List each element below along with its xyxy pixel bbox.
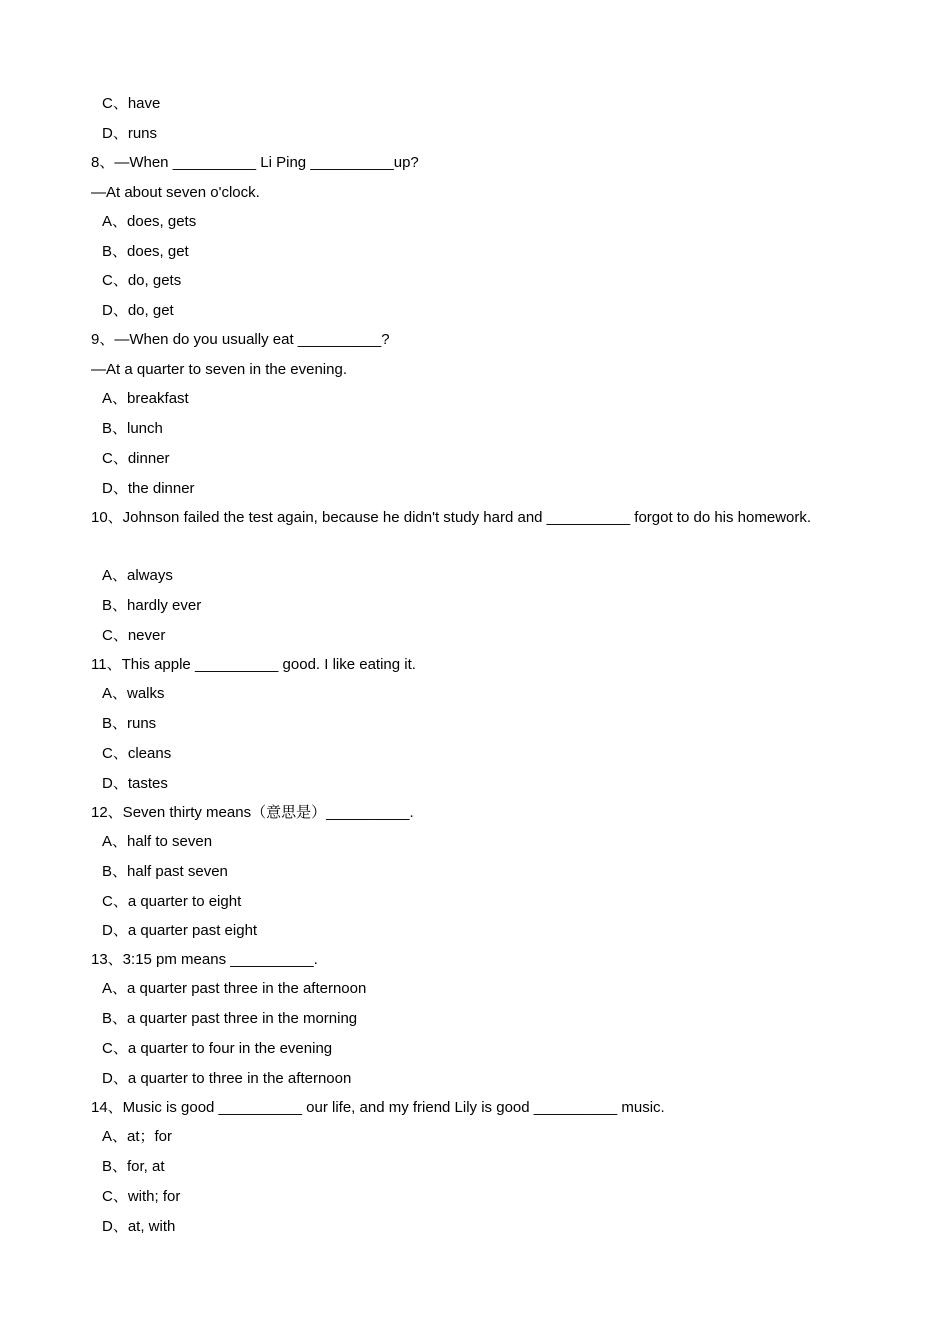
option-14b: B、for, at [102, 1158, 165, 1175]
answer-8: —At about seven o'clock. [91, 184, 260, 201]
option-11c: C、cleans [102, 745, 172, 762]
question-13: 13、3:15 pm means __________. [91, 951, 318, 968]
option-14d: D、at, with [102, 1218, 176, 1235]
option-12d: D、a quarter past eight [102, 922, 258, 939]
option-14a: A、at；for [102, 1128, 173, 1145]
option-8b: B、does, get [102, 243, 189, 260]
option-13a: A、a quarter past three in the afternoon [102, 980, 367, 997]
option-13c: C、a quarter to four in the evening [102, 1040, 333, 1057]
option-9a: A、breakfast [102, 390, 189, 407]
option-9b: B、lunch [102, 420, 163, 437]
question-10: 10、Johnson failed the test again, because he didn't study hard and __________ forgot to do his homework. [91, 509, 812, 526]
option-12c: C、a quarter to eight [102, 893, 242, 910]
option-11b: B、runs [102, 715, 157, 732]
option-10a: A、always [102, 567, 173, 584]
option-7c: C、have [102, 95, 161, 112]
option-9c: C、dinner [102, 450, 170, 467]
option-10c: C、never [102, 627, 166, 644]
option-12a: A、half to seven [102, 833, 213, 850]
question-8: 8、—When __________ Li Ping __________up? [91, 154, 419, 171]
option-7d: D、runs [102, 125, 158, 142]
option-8d: D、do, get [102, 302, 174, 319]
option-8c: C、do, gets [102, 272, 182, 289]
option-10b: B、hardly ever [102, 597, 202, 614]
question-14: 14、Music is good __________ our life, and my friend Lily is good __________ music. [91, 1099, 665, 1116]
option-13b: B、a quarter past three in the morning [102, 1010, 358, 1027]
option-8a: A、does, gets [102, 213, 197, 230]
option-13d: D、a quarter to three in the afternoon [102, 1070, 352, 1087]
question-9: 9、—When do you usually eat __________? [91, 331, 390, 348]
option-11a: A、walks [102, 685, 165, 702]
question-12: 12、Seven thirty means（意思是）__________. [91, 804, 414, 821]
answer-9: —At a quarter to seven in the evening. [91, 361, 347, 378]
option-12b: B、half past seven [102, 863, 228, 880]
option-11d: D、tastes [102, 775, 168, 792]
question-11: 11、This apple __________ good. I like eating it. [91, 656, 416, 673]
option-9d: D、the dinner [102, 480, 195, 497]
option-14c: C、with; for [102, 1188, 181, 1205]
